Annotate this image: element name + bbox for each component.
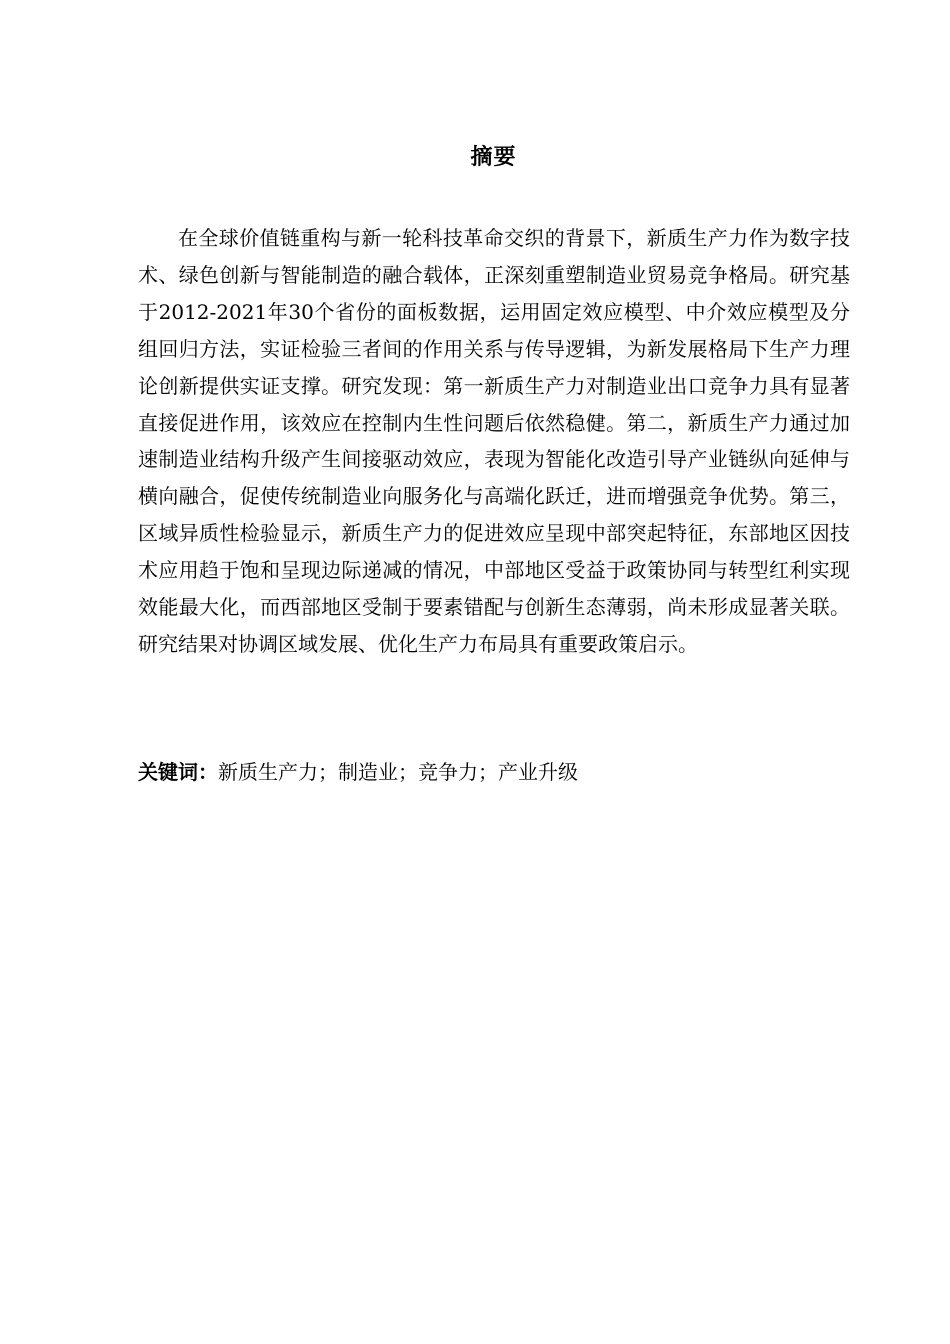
keywords-list: 新质生产力；制造业；竞争力；产业升级 bbox=[218, 760, 578, 784]
abstract-title: 摘要 bbox=[470, 145, 517, 170]
keywords-line bbox=[138, 754, 850, 790]
abstract-paragraph: 在全球价值链重构与新一轮科技革命交织的背景下，新质生产力作为数字技术、绿色创新与智能制造的融合载体，正深刻重塑制造业贸易竞争格局。研究基于2012-2021年30个省份的面板数据，运用固定效应模型、中介效应模型及分组回归方法，实证检验三者间的作用关系与传导逻辑，为新发展格局下生产力理论创新提供实证支撑。研究发现：第一新质生产力对制造业出口竞争力具有显著直接促进作用，该效应在控制内生性问题后依然稳健。第二，新质生产力通过加速制造业结构升级产生间接驱动效应，表现为智能化改造引导产业链纵向延伸与横向融合，促使传统制造业向服务化与高端化跃迁，进而增强竞争优势。第三，区域异质性检验显示，新质生产力的促进效应呈现中部突起特征，东部地区因技术应用趋于饱和呈现边际递减的情况，中部地区受益于政策协同与转型红利实现效能最大化，而西部地区受制于要素错配与创新生态薄弱，尚未形成显著关联。研究结果对协调区域发展、优化生产力布局具有重要政策启示。 bbox=[138, 226, 850, 656]
keywords-label: 关键词： bbox=[138, 760, 218, 784]
